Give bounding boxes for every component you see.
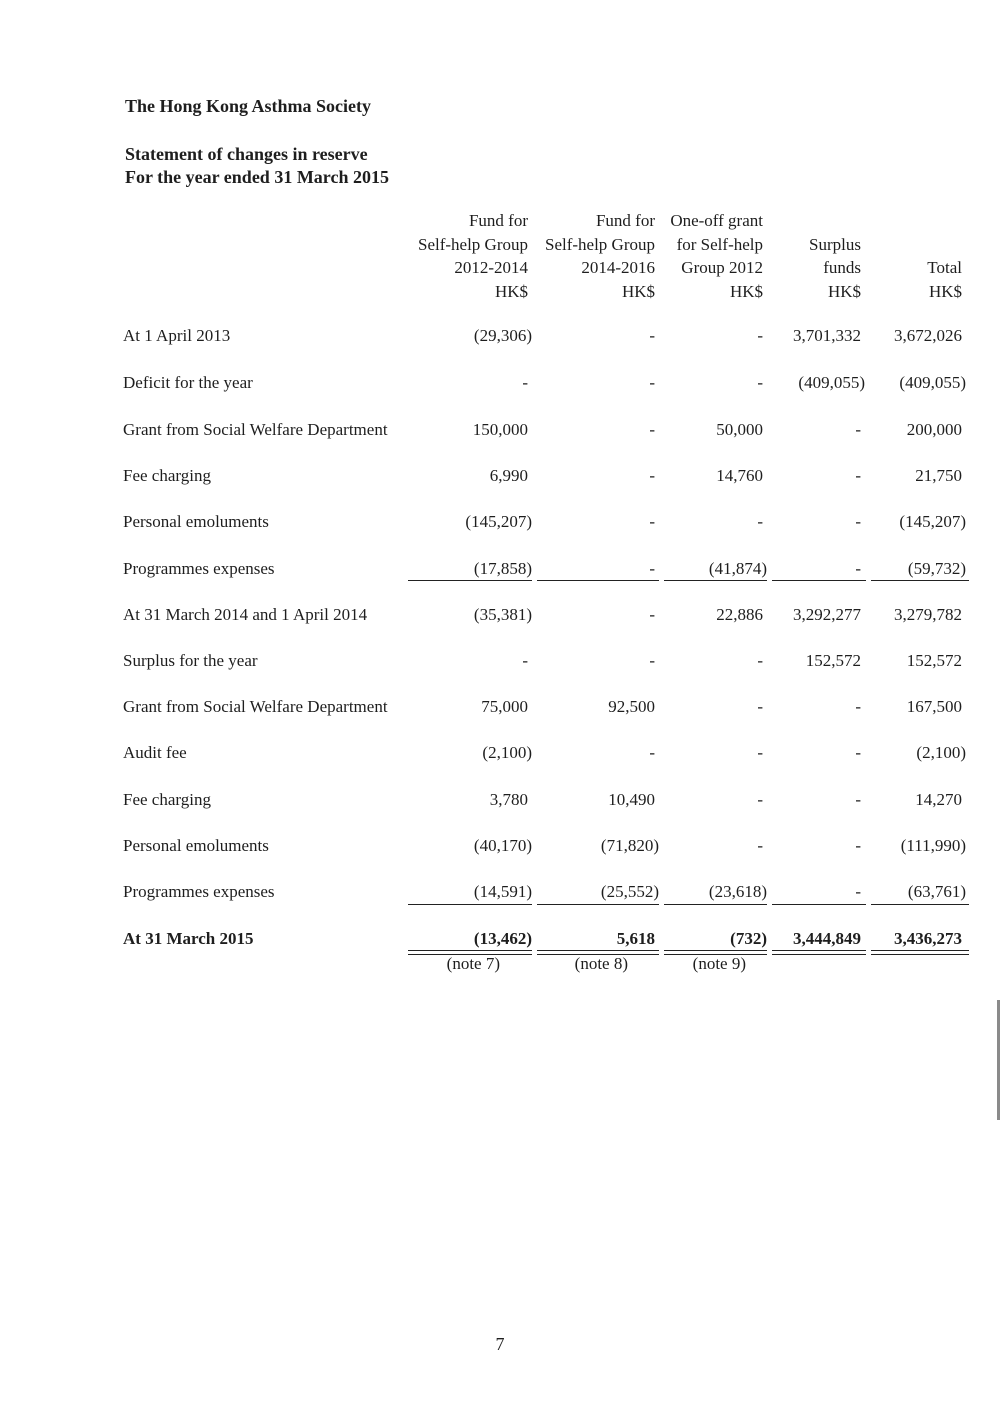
row-label: Programmes expenses xyxy=(123,559,275,578)
row-cell-1: (17,858) xyxy=(473,559,532,578)
row-cell-4: 3,292,277 xyxy=(793,605,861,624)
subtotal-rule xyxy=(664,904,767,905)
row-cell-5: 3,672,026 xyxy=(894,326,962,345)
subtotal-rule xyxy=(537,580,659,581)
table-row xyxy=(0,373,1000,397)
row-cell-1: (145,207) xyxy=(465,512,532,531)
row-label: Audit fee xyxy=(123,743,187,762)
row-cell-2: - xyxy=(649,743,655,762)
subtotal-rule xyxy=(664,580,767,581)
row-cell-2: - xyxy=(649,651,655,670)
subtotal-rule xyxy=(408,904,532,905)
row-cell-5: 3,279,782 xyxy=(894,605,962,624)
table-row xyxy=(0,651,1000,675)
row-cell-5: 3,436,273 xyxy=(894,929,962,948)
table-row xyxy=(0,697,1000,721)
total-double-rule xyxy=(772,954,866,955)
table-row xyxy=(0,326,1000,350)
row-cell-3: 14,760 xyxy=(716,466,763,485)
row-cell-3: - xyxy=(757,651,763,670)
row-cell-3: - xyxy=(757,326,763,345)
row-cell-2: - xyxy=(649,512,655,531)
row-cell-4: - xyxy=(855,743,861,762)
total-double-rule xyxy=(537,950,659,951)
row-cell-2: - xyxy=(649,559,655,578)
row-cell-1: (29,306) xyxy=(473,326,532,345)
column-note-3: (note 9) xyxy=(692,954,746,973)
row-cell-2: 10,490 xyxy=(608,790,655,809)
row-cell-5: (59,732) xyxy=(907,559,966,578)
subtotal-rule xyxy=(408,580,532,581)
row-cell-3: - xyxy=(757,697,763,716)
row-cell-4: - xyxy=(855,512,861,531)
table-row xyxy=(0,605,1000,629)
column-header-2: Fund for Self-help Group 2014-2016 HK$ xyxy=(544,211,655,301)
row-label: Fee charging xyxy=(123,790,211,809)
row-cell-5: 200,000 xyxy=(906,420,962,439)
row-cell-5: (111,990) xyxy=(900,836,966,855)
subtotal-rule xyxy=(871,904,969,905)
row-cell-2: - xyxy=(649,373,655,392)
subtotal-rule xyxy=(537,904,659,905)
row-cell-4: 3,444,849 xyxy=(793,929,861,948)
column-header-5: Total HK$ xyxy=(927,258,962,301)
row-cell-5: (63,761) xyxy=(907,882,966,901)
row-label: Grant from Social Welfare Department xyxy=(123,697,388,716)
row-cell-1: 150,000 xyxy=(472,420,528,439)
row-cell-4: 3,701,332 xyxy=(793,326,861,345)
row-cell-1: - xyxy=(522,651,528,670)
row-cell-3: (23,618) xyxy=(708,882,767,901)
statement-title: Statement of changes in reserve xyxy=(125,144,368,164)
total-double-rule xyxy=(408,950,532,951)
row-cell-3: - xyxy=(757,512,763,531)
row-cell-5: 167,500 xyxy=(906,697,962,716)
row-cell-4: - xyxy=(855,836,861,855)
table-row xyxy=(0,512,1000,536)
row-cell-3: - xyxy=(757,790,763,809)
row-cell-2: 92,500 xyxy=(608,697,655,716)
subtotal-rule xyxy=(772,580,866,581)
row-label: At 31 March 2015 xyxy=(123,929,254,948)
table-row xyxy=(0,420,1000,444)
row-cell-3: - xyxy=(757,373,763,392)
row-cell-4: - xyxy=(855,697,861,716)
row-label: Personal emoluments xyxy=(123,836,269,855)
row-label: Fee charging xyxy=(123,466,211,485)
statement-heading xyxy=(125,143,389,189)
row-cell-5: (2,100) xyxy=(916,743,966,762)
row-cell-1: - xyxy=(522,373,528,392)
row-label: At 1 April 2013 xyxy=(123,326,231,345)
row-label: Deficit for the year xyxy=(123,373,253,392)
row-cell-3: - xyxy=(757,743,763,762)
row-cell-1: (2,100) xyxy=(482,743,532,762)
page-number: 7 xyxy=(495,1334,505,1354)
column-note-2: (note 8) xyxy=(574,954,628,973)
row-cell-4: - xyxy=(855,420,861,439)
table-row xyxy=(0,882,1000,906)
row-cell-3: 22,886 xyxy=(716,605,763,624)
row-cell-4: (409,055) xyxy=(798,373,865,392)
row-cell-3: - xyxy=(757,836,763,855)
column-note-1: (note 7) xyxy=(446,954,500,973)
row-cell-3: (41,874) xyxy=(708,559,767,578)
row-cell-3: 50,000 xyxy=(716,420,763,439)
row-cell-5: 14,270 xyxy=(915,790,962,809)
row-cell-5: 21,750 xyxy=(915,466,962,485)
row-cell-2: (25,552) xyxy=(600,882,659,901)
table-row xyxy=(0,466,1000,490)
subtotal-rule xyxy=(871,580,969,581)
row-cell-2: - xyxy=(649,420,655,439)
row-cell-4: - xyxy=(855,559,861,578)
row-cell-2: - xyxy=(649,605,655,624)
row-cell-1: (14,591) xyxy=(473,882,532,901)
table-row xyxy=(0,790,1000,814)
row-cell-5: 152,572 xyxy=(906,651,962,670)
table-row xyxy=(0,743,1000,767)
row-cell-1: 75,000 xyxy=(481,697,528,716)
total-double-rule xyxy=(871,954,969,955)
column-header-4: Surplus funds HK$ xyxy=(809,234,861,301)
total-double-rule xyxy=(664,950,767,951)
row-cell-4: - xyxy=(855,790,861,809)
row-cell-1: (35,381) xyxy=(473,605,532,624)
row-cell-1: 6,990 xyxy=(489,466,528,485)
subtotal-rule xyxy=(772,904,866,905)
statement-period: For the year ended 31 March 2015 xyxy=(125,167,389,187)
row-label: Personal emoluments xyxy=(123,512,269,531)
row-cell-5: (409,055) xyxy=(899,373,966,392)
table-row xyxy=(0,836,1000,860)
row-cell-3: (732) xyxy=(730,929,767,948)
row-cell-1: (13,462) xyxy=(473,929,532,948)
row-label: Programmes expenses xyxy=(123,882,275,901)
row-cell-1: (40,170) xyxy=(473,836,532,855)
row-cell-2: (71,820) xyxy=(600,836,659,855)
row-cell-2: 5,618 xyxy=(616,929,655,948)
row-cell-2: - xyxy=(649,466,655,485)
row-label: At 31 March 2014 and 1 April 2014 xyxy=(123,605,368,624)
total-double-rule xyxy=(871,950,969,951)
row-cell-4: - xyxy=(855,466,861,485)
column-header-1: Fund for Self-help Group 2012-2014 HK$ xyxy=(417,211,528,301)
row-cell-1: 3,780 xyxy=(489,790,528,809)
total-double-rule xyxy=(772,950,866,951)
row-cell-4: - xyxy=(855,882,861,901)
organization-name: The Hong Kong Asthma Society xyxy=(125,96,372,116)
row-label: Grant from Social Welfare Department xyxy=(123,420,388,439)
row-cell-2: - xyxy=(649,326,655,345)
column-header-3: One-off grant for Self-help Group 2012 HK$ xyxy=(670,211,763,301)
row-label: Surplus for the year xyxy=(123,651,258,670)
row-cell-4: 152,572 xyxy=(805,651,861,670)
row-cell-5: (145,207) xyxy=(899,512,966,531)
